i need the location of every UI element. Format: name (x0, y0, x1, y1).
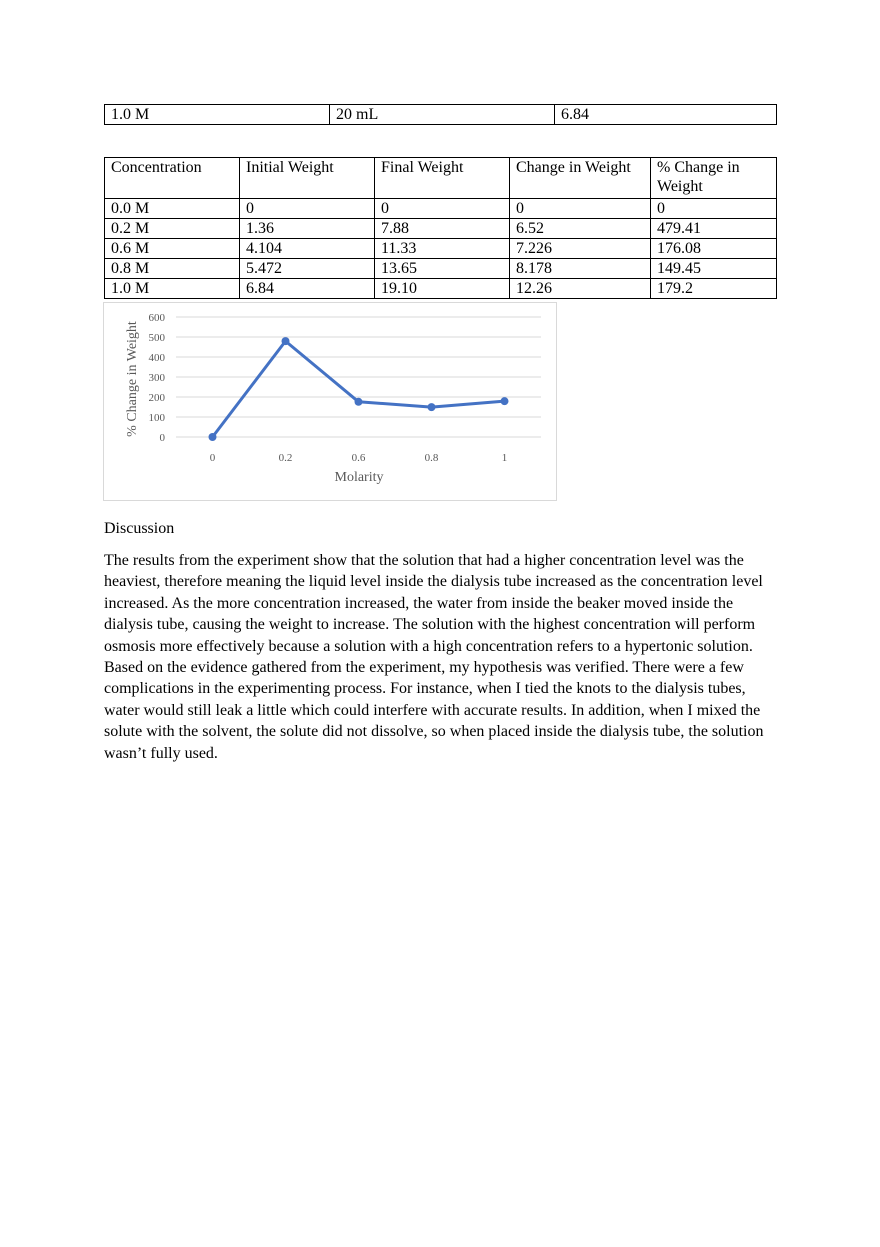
table-cell: 0 (651, 199, 777, 219)
table-cell: 5.472 (240, 259, 375, 279)
results-table (104, 157, 777, 299)
x-tick-label: 0.8 (424, 452, 439, 464)
table-cell: 4.104 (240, 239, 375, 259)
column-header: Concentration (105, 158, 240, 199)
discussion-paragraph: The results from the experiment show that the solution that had a higher concentration level was the heaviest, therefore meaning the liquid level inside the dialysis tube increased as the concentration level increased. As the more concentration increased, the water from inside the beaker moved inside the dialysis tube, causing the weight to increase. The solution with the highest concentration will perform osmosis more effectively because a solution with a high concentration refers to a hypertonic solution. Based on the evidence gathered from the experiment, my hypothesis was verified. There were a few complications in the experimenting process. For instance, when I tied the knots to the dialysis tubes, water would still leak a little which could interfere with accurate results. In addition, when I mixed the solute with the solvent, the solute did not dissolve, so when placed inside the dialysis tube, the solution wasn’t fully used. (104, 552, 764, 762)
line-chart (103, 302, 557, 501)
table-cell: 1.0 M (105, 105, 330, 125)
table-cell: 12.26 (510, 279, 651, 299)
series-line (213, 341, 505, 437)
table-cell: 6.84 (555, 105, 777, 125)
x-tick-label: 0.2 (278, 452, 293, 464)
column-header: Initial Weight (240, 158, 375, 199)
table-cell: 6.52 (510, 219, 651, 239)
y-tick-label: 300 (148, 372, 165, 384)
top-table (104, 104, 777, 125)
table-cell: 1.36 (240, 219, 375, 239)
table-header-row (105, 158, 777, 199)
x-tick-label: 0 (209, 452, 216, 464)
table-cell: 7.226 (510, 239, 651, 259)
table-cell: 1.0 M (105, 279, 240, 299)
table-cell: 7.88 (375, 219, 510, 239)
table-cell: 13.65 (375, 259, 510, 279)
table-cell: 0 (240, 199, 375, 219)
column-header: % Change in Weight (651, 158, 777, 199)
table-row (105, 259, 777, 279)
y-tick-label: 200 (148, 392, 165, 404)
table-cell: 0.6 M (105, 239, 240, 259)
table-cell: 0.0 M (105, 199, 240, 219)
table-cell: 0.8 M (105, 259, 240, 279)
table-row (105, 105, 777, 125)
chart-canvas (104, 303, 556, 500)
y-axis-label: % Change in Weight (125, 321, 140, 437)
table-cell: 0 (510, 199, 651, 219)
x-axis-label: Molarity (334, 470, 384, 485)
table-cell: 149.45 (651, 259, 777, 279)
table-cell: 8.178 (510, 259, 651, 279)
data-point (209, 433, 217, 441)
y-tick-label: 100 (148, 412, 165, 424)
table-row (105, 239, 777, 259)
table-cell: 6.84 (240, 279, 375, 299)
y-tick-label: 600 (148, 312, 165, 324)
table-cell: 19.10 (375, 279, 510, 299)
table-cell: 20 mL (330, 105, 555, 125)
y-tick-label: 400 (148, 352, 165, 364)
y-tick-label: 500 (148, 332, 165, 344)
table-row (105, 199, 777, 219)
column-header: Final Weight (375, 158, 510, 199)
table-cell: 179.2 (651, 279, 777, 299)
discussion-heading: Discussion (104, 520, 175, 537)
table-cell: 11.33 (375, 239, 510, 259)
table-cell: 0.2 M (105, 219, 240, 239)
data-point (355, 398, 363, 406)
table-cell: 0 (375, 199, 510, 219)
data-point (282, 337, 290, 345)
table-row (105, 279, 777, 299)
table-cell: 479.41 (651, 219, 777, 239)
data-point (428, 403, 436, 411)
y-tick-label: 0 (159, 432, 165, 444)
table-cell: 176.08 (651, 239, 777, 259)
table-row (105, 219, 777, 239)
x-tick-label: 0.6 (351, 452, 366, 464)
x-tick-label: 1 (501, 452, 508, 464)
column-header: Change in Weight (510, 158, 651, 199)
data-point (501, 397, 509, 405)
